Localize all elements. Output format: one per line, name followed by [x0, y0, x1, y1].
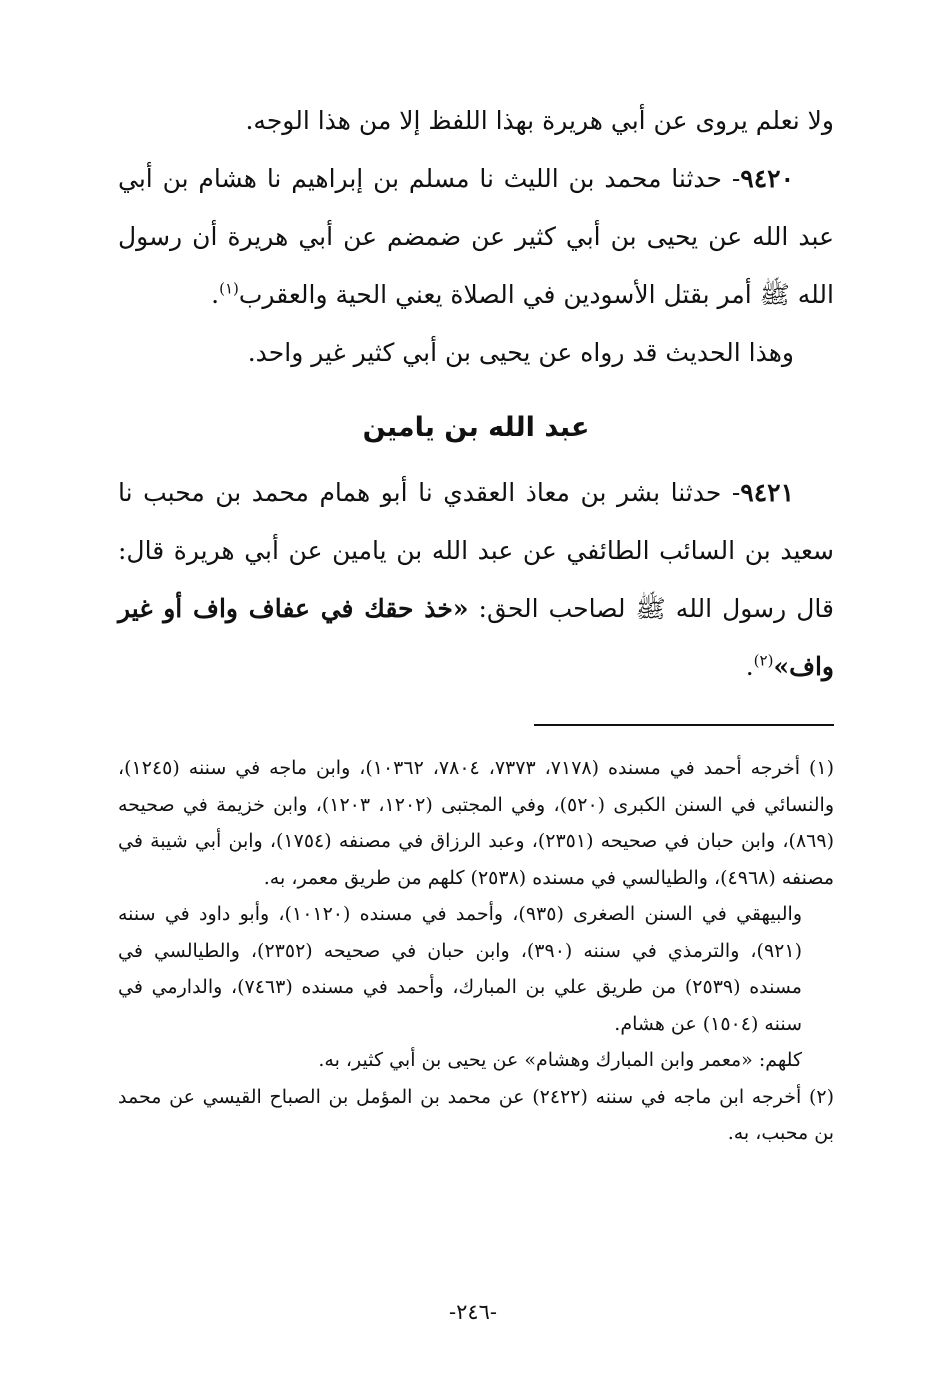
- hadith-quote: «خذ حقك في عفاف واف أو غير واف»: [118, 594, 834, 681]
- hadith-number: ٩٤٢٠: [740, 164, 794, 193]
- hadith-9421: [118, 464, 834, 696]
- footnote-ref-1[interactable]: (١): [219, 279, 239, 298]
- footnote-1-summary: كلهم: «معمر وابن المبارك وهشام» عن يحيى بن أبي كثير، به.: [318, 1049, 802, 1071]
- intro-paragraph: ولا نعلم يروى عن أبي هريرة بهذا اللفظ إلا من هذا الوجه.: [245, 106, 834, 135]
- hadith-text: - حدثنا بشر بن معاذ العقدي نا أبو همام محمد بن محبب نا سعيد بن السائب الطائفي عن عبد الله بن يامين عن أبي هريرة قال: قال رسول الله ﷺ لصاحب الحق:: [118, 478, 834, 623]
- footnote-ref-2[interactable]: (٢): [753, 651, 774, 670]
- hadith-text: - حدثنا محمد بن الليث نا مسلم بن إبراهيم نا هشام بن أبي عبد الله عن يحيى بن أبي كثير عن ضمضم عن أبي هريرة أن رسول الله ﷺ أمر بقتل الأسودين في الصلاة يعني الحية والعقرب: [118, 164, 834, 309]
- footnote-1-continued: والبيهقي في السنن الصغرى (٩٣٥)، وأحمد في مسنده (١٠١٢٠)، وأبو داود في سننه (٩٢١)، والترمذي في سننه (٣٩٠)، وابن حبان في صحيحه (٢٣٥٢)، والطيالسي في مسنده (٢٥٣٩) من طريق علي بن المبارك، وأحمد في مسنده (٧٤٦٣)، والدارمي في سننه (١٥٠٤) عن هشام.: [118, 903, 802, 1035]
- footnotes: [118, 750, 834, 1152]
- hadith-end: .: [211, 280, 220, 309]
- section-heading: عبد الله بن يامين: [362, 412, 590, 443]
- hadith-end: .: [745, 652, 754, 681]
- main-text: [118, 92, 834, 696]
- commentary-paragraph: وهذا الحديث قد رواه عن يحيى بن أبي كثير غير واحد.: [247, 338, 794, 367]
- page-number: -٢٤٦-: [448, 1300, 498, 1324]
- footnote-2: (٢) أخرجه ابن ماجه في سننه (٢٤٢٢) عن محمد بن المؤمل بن الصباح القيسي عن محمد بن محبب، به.: [118, 1085, 835, 1144]
- footnote-1: (١) أخرجه أحمد في مسنده (٧١٧٨، ٧٣٧٣، ٧٨٠٤، ١٠٣٦٢)، وابن ماجه في سننه (١٢٤٥)، والنسائي في السنن الكبرى (٥٢٠)، وفي المجتبى (١٢٠٢، ١٢٠٣)، وابن خزيمة في صحيحه (٨٦٩)، وابن حبان في صحيحه (٢٣٥١)، وعبد الرزاق في مصنفه (١٧٥٤)، وابن أبي شيبة في مصنفه (٤٩٦٨)، والطيالسي في مسنده (٢٥٣٨) كلهم من طريق معمر، به.: [118, 757, 835, 889]
- footnote-separator: [534, 724, 834, 726]
- hadith-number: ٩٤٢١: [740, 478, 794, 507]
- hadith-9420: [118, 150, 834, 324]
- page-body: [118, 92, 834, 1152]
